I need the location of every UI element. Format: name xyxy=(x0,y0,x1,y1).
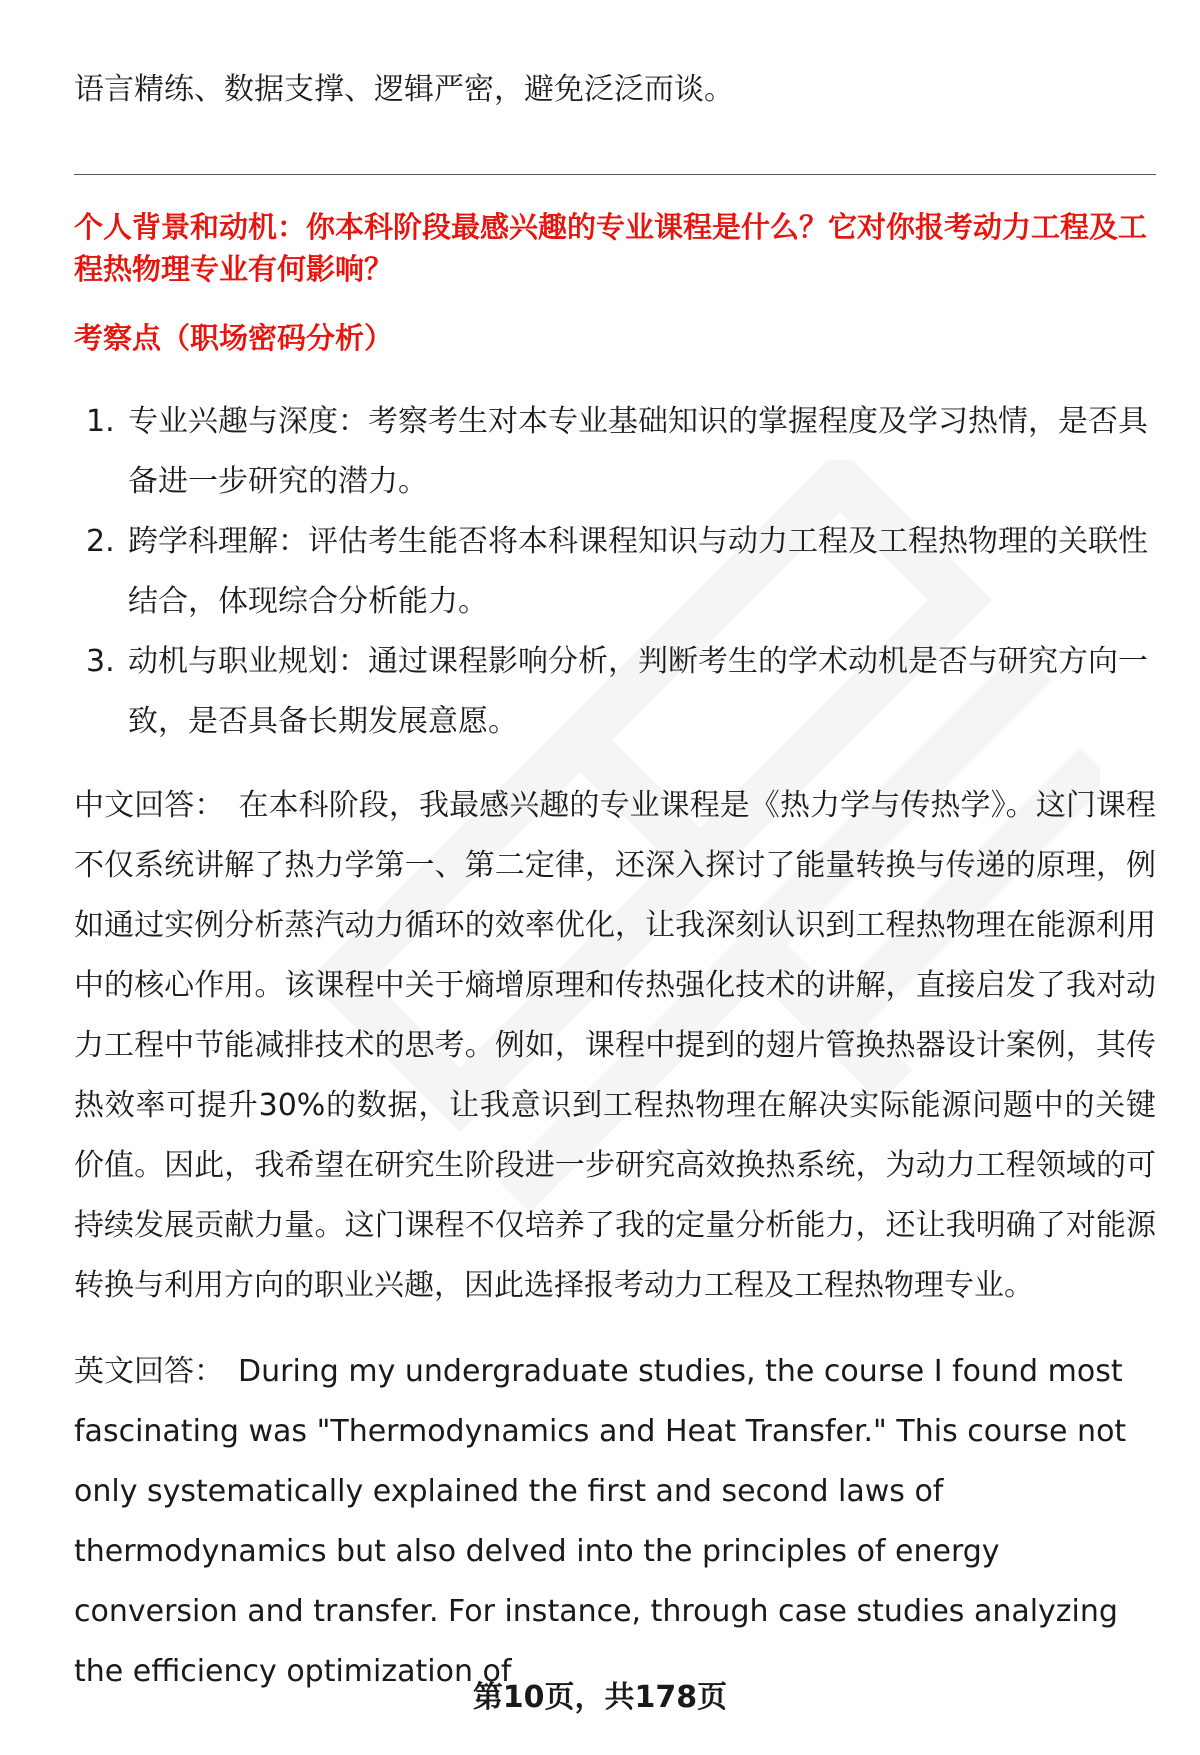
intro-line: 语言精练、数据支撑、逻辑严密，避免泛泛而谈。 xyxy=(74,72,734,107)
chinese-answer-text: 在本科阶段，我最感兴趣的专业课程是《热力学与传热学》。这门课程不仅系统讲解了热力学第一、第二定律，还深入探讨了能量转换与传递的原理，例如通过实例分析蒸汽动力循环的效率优化，让我深刻认识到工程热物理在能源利用中的核心作用。该课程中关于熵增原理和传热强化技术的讲解，直接启发了我对动力工程中节能减排技术的思考。例如，课程中提到的翅片管换热器设计案例，其传热效率可提升30%的数据，让我意识到工程热物理在解决实际能源问题中的关键价值。因此，我希望在研究生阶段进一步研究高效换热系统，为动力工程领域的可持续发展贡献力量。这门课程不仅培养了我的定量分析能力，还让我明确了对能源转换与利用方向的职业兴趣，因此选择报考动力工程及工程热物理专业。 xyxy=(74,788,1157,1303)
chinese-answer xyxy=(74,776,1156,1316)
section-divider xyxy=(74,174,1156,175)
english-answer-text: During my undergraduate studies, the course I found most fascinating was "Thermodynamics and Heat Transfer." This course not only systematically explained the first and second laws of thermodynamics but also delved into the principles of energy conversion and transfer. For instance, through case studies analyzing the efficiency optimization of xyxy=(74,1354,1127,1689)
chinese-answer-label: 中文回答： xyxy=(74,788,225,823)
analysis-point xyxy=(74,632,1156,752)
document-page xyxy=(74,0,1156,1755)
analysis-point xyxy=(74,512,1156,632)
english-answer xyxy=(74,1342,1156,1702)
point-number: 1. xyxy=(86,404,115,439)
analysis-section-title: 考察点（职场密码分析） xyxy=(74,321,394,355)
question-heading: 个人背景和动机：你本科阶段最感兴趣的专业课程是什么？它对你报考动力工程及工程热物理专业有何影响？ xyxy=(74,210,1148,286)
english-answer-label: 英文回答： xyxy=(74,1354,224,1389)
point-text: 动机与职业规划：通过课程影响分析，判断考生的学术动机是否与研究方向一致，是否具备长期发展意愿。 xyxy=(128,644,1148,739)
point-text: 专业兴趣与深度：考察考生对本专业基础知识的掌握程度及学习热情，是否具备进一步研究的潜力。 xyxy=(128,404,1148,499)
analysis-points-list xyxy=(74,392,1156,752)
point-text: 跨学科理解：评估考生能否将本科课程知识与动力工程及工程热物理的关联性结合，体现综合分析能力。 xyxy=(128,524,1148,619)
page-number-footer: 第10页，共178页 xyxy=(472,1680,728,1715)
point-number: 2. xyxy=(86,524,115,559)
point-number: 3. xyxy=(86,644,115,679)
analysis-point xyxy=(74,392,1156,512)
